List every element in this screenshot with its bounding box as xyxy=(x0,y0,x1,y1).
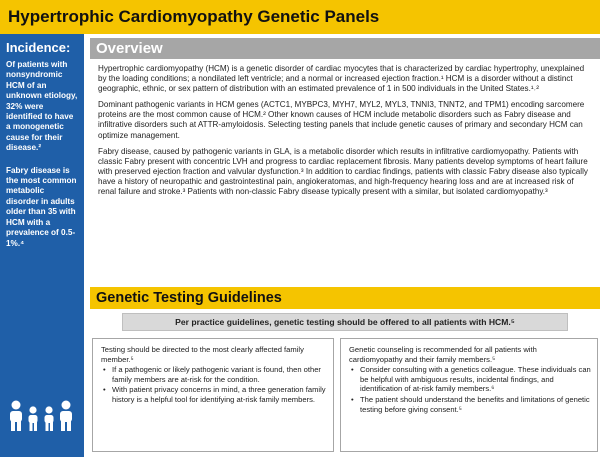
list-item: • If a pathogenic or likely pathogenic variant is found, then other family members are at-risk for the condition. xyxy=(101,365,327,384)
title-bar xyxy=(0,0,600,34)
overview-paragraph-hcm: Hypertrophic cardiomyopathy (HCM) is a genetic disorder of cardiac myocytes that is characterized by cardiac hypertrophy, unexplained by the loading conditions; a nondilated left ventricle; and a normal or increased ejection fraction.¹ HCM is a disorder without a distinct geographic, ethnic, or sex pattern of distribution with an estimated prevalence of 1 in 500 individuals in the United States.¹˒² xyxy=(98,64,585,94)
incidence-stat-fabry: Fabry disease is the most common metabolic disorder in adults older than 35 with HCM with a prevalence of 0.5-1%.⁴ xyxy=(6,165,77,248)
practice-guideline-banner xyxy=(122,313,568,331)
list-item: • With patient privacy concerns in mind, a three generation family history is a helpful tool for identifying at-risk family members. xyxy=(101,385,327,404)
testing-direction-list xyxy=(101,365,327,404)
list-item: • The patient should understand the benefits and limitations of genetic testing before giving consent.⁵ xyxy=(349,395,591,414)
genetic-counseling-list xyxy=(349,365,591,414)
overview-header xyxy=(90,38,600,59)
practice-guideline-text: Per practice guidelines, genetic testing should be offered to all patients with HCM.⁵ xyxy=(175,317,515,327)
overview-body xyxy=(90,60,598,203)
incidence-sidebar xyxy=(0,34,84,457)
genetic-counseling-intro: Genetic counseling is recommended for all patients with cardiomyopathy and their family members.⁵ xyxy=(349,345,537,364)
incidence-stat-monogenetic: Of patients with nonsyndromic HCM of an unknown etiology, 32% were identified to have a monogenetic cause for their disease.² xyxy=(6,60,78,153)
overview-paragraph-fabry: Fabry disease, caused by pathogenic variants in GLA, is a metabolic disorder which results in infiltrative cardiomyopathy. Patients with classic Fabry present with concentric LVH and progress to cardiac replacement fibrosis. Many patients develop symptoms of heart failure with preserved ejection fraction and valvular dysfunction.³ In addition to cardiac findings, patients with classic Fabry disease also typically have a history of neuropathic and gastrointestinal pain, angiokeratomas, and high-frequency hearing loss and are at increased risk of renal failure and stroke.³ Patients with non-classic Fabry disease typically present with a similar, but isolated cardiomyopathy.³ xyxy=(98,146,588,197)
overview-paragraph-genes: Dominant pathogenic variants in HCM genes (ACTC1, MYBPC3, MYH7, MYL2, MYL3, TNNI3, TNNT2, and TPM1) encoding sarcomere proteins are the most common cause of HCM.² Other known causes of HCM include metabolic disorders such as Fabry disease and infiltrative disorders such at ATTR-amyloidosis. Selecting testing panels that include genetic causes of primary and secondary HCM can optimize management. xyxy=(98,100,585,140)
list-item: • Consider consulting with a genetics colleague. These individuals can be helpful with ambiguous results, incidental findings, and identification of at-risk family members.⁶ xyxy=(349,365,591,394)
incidence-heading: Incidence: xyxy=(6,40,71,55)
testing-direction-intro: Testing should be directed to the most clearly affected family member.⁵ xyxy=(101,345,304,364)
overview-heading: Overview xyxy=(96,40,163,57)
guidelines-header xyxy=(90,287,600,309)
testing-direction-box xyxy=(92,338,334,452)
family-icon xyxy=(6,399,78,433)
guidelines-heading: Genetic Testing Guidelines xyxy=(96,290,282,306)
page-title: Hypertrophic Cardiomyopathy Genetic Panels xyxy=(8,7,380,26)
genetic-counseling-box xyxy=(340,338,598,452)
